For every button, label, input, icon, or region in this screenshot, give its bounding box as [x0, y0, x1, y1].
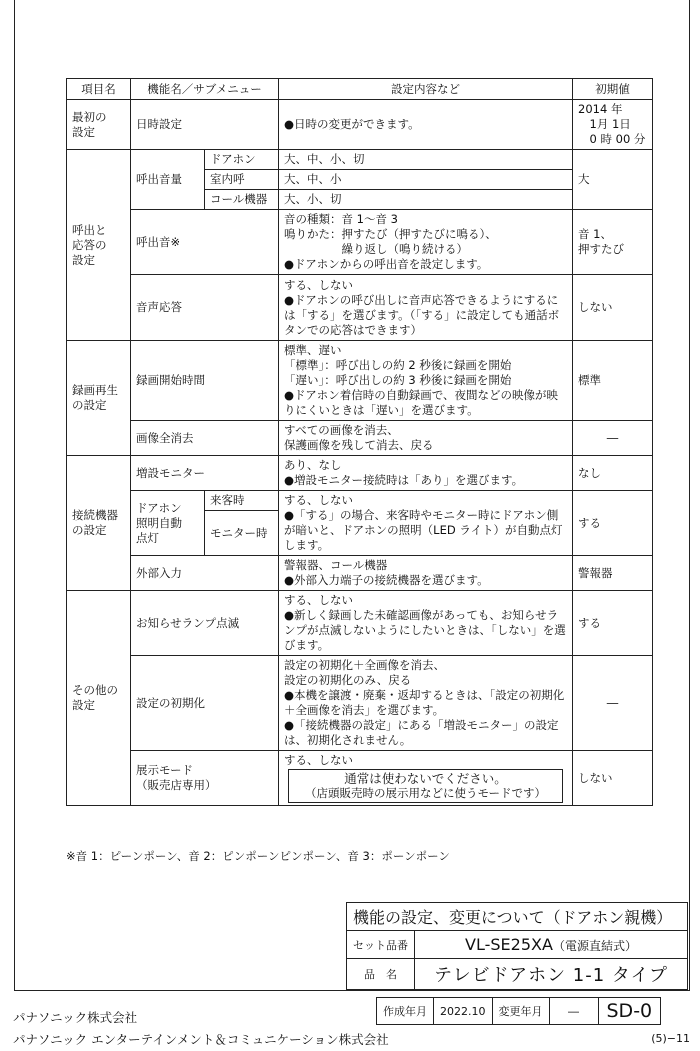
auto-light-sub-visitor: 来客時	[205, 491, 279, 511]
changed-label: 変更年月	[492, 998, 549, 1025]
external-input-default: 警報器	[573, 556, 653, 591]
volume-sub-intercom: 室内呼	[205, 170, 279, 190]
page-number: (5)−11	[651, 1032, 690, 1045]
revision-block	[376, 997, 661, 1025]
table-row	[67, 656, 653, 751]
group-other: その他の 設定	[67, 591, 131, 806]
group-record: 録画再生 の設定	[67, 341, 131, 456]
record-start-label: 録画開始時間	[131, 341, 279, 421]
header-default: 初期値	[573, 79, 653, 100]
call-tone-content: 音の種類：音 1～音 3 鳴りかた：押すたび（押すたびに鳴る）、 繰り返し（鳴り続ける） ●ドアホンからの呼出音を設定します。	[279, 210, 573, 275]
call-volume-label: 呼出音量	[131, 150, 205, 210]
extra-monitor-default: なし	[573, 456, 653, 491]
erase-all-label: 画像全消去	[131, 421, 279, 456]
lamp-blink-label: お知らせランプ点滅	[131, 591, 279, 656]
erase-all-content: すべての画像を消去、 保護画像を残して消去、戻る	[279, 421, 573, 456]
volume-content-doorphone: 大、中、小、切	[279, 150, 573, 170]
call-tone-default: 音 1、 押すたび	[573, 210, 653, 275]
created-label: 作成年月	[377, 998, 434, 1025]
set-number-label: セット品番	[347, 931, 415, 959]
table-row	[67, 150, 653, 170]
product-name-value: テレビドアホン 1-1 タイプ	[415, 959, 688, 990]
table-row	[67, 591, 653, 656]
set-number-cell	[415, 931, 688, 959]
table-row	[67, 556, 653, 591]
lamp-blink-content: する、しない ●新しく録画した未確認画像があっても、お知らせランプが点滅しないようにしたいときは、「しない」を選びます。	[279, 591, 573, 656]
set-number-note: （電源直結式）	[552, 939, 637, 953]
demo-mode-notice	[288, 769, 563, 803]
record-start-default: 標準	[573, 341, 653, 421]
demo-notice-line1: 通常は使わないでください。	[344, 771, 507, 786]
voice-response-content: する、しない ●ドアホンの呼び出しに音声応答できるようにするには「する」を選びます。（「する」に設定しても通話ボタンでの応答はできます）	[279, 275, 573, 341]
volume-content-call-device: 大、小、切	[279, 190, 573, 210]
external-input-content: 警報器、コール機器 ●外部入力端子の接続機器を選びます。	[279, 556, 573, 591]
table-row	[67, 100, 653, 150]
header-content: 設定内容など	[279, 79, 573, 100]
table-row	[67, 341, 653, 421]
product-name-label: 品 名	[347, 959, 415, 990]
erase-all-default: ―	[573, 421, 653, 456]
reset-settings-content: 設定の初期化＋全画像を消去、 設定の初期化のみ、戻る ●本機を譲渡・廃棄・返却するときは、「設定の初期化＋全画像を消去」を選びます。 ●「接続機器の設定」にある「増設モニター」の設定は、初期化されません。	[279, 656, 573, 751]
group-initial: 最初の 設定	[67, 100, 131, 150]
changed-value: ―	[549, 998, 598, 1025]
record-start-content: 標準、遅い 「標準」：呼び出しの約 2 秒後に録画を開始 「遅い」：呼び出しの約 3 秒後に録画を開始 ●ドアホン着信時の自動録画で、夜間などの映像が映りにくいときは「遅い」を選びます。	[279, 341, 573, 421]
auto-light-label: ドアホン 照明自動 点灯	[131, 491, 205, 556]
company-name-1: パナソニック株式会社	[13, 1010, 138, 1025]
doc-code: SD-0	[598, 998, 661, 1025]
created-value: 2022.10	[434, 998, 493, 1025]
date-setting-label: 日時設定	[131, 100, 279, 150]
company-name-2: パナソニック エンターテインメント＆コミュニケーション株式会社	[13, 1032, 389, 1047]
auto-light-sub-monitor: モニター時	[205, 511, 279, 556]
extra-monitor-content: あり、なし ●増設モニター接続時は「あり」を選びます。	[279, 456, 573, 491]
auto-light-content: する、しない ●「する」の場合、来客時やモニター時にドアホン側が暗いと、ドアホンの照明（LED ライト）が自動点灯します。	[279, 491, 573, 556]
date-setting-content: ●日時の変更ができます。	[279, 100, 573, 150]
doc-title: 機能の設定、変更について（ドアホン親機）	[347, 903, 688, 931]
set-number-value: VL-SE25XA	[465, 935, 553, 954]
voice-response-label: 音声応答	[131, 275, 279, 341]
reset-settings-default: ―	[573, 656, 653, 751]
call-tone-label: 呼出音※	[131, 210, 279, 275]
title-block	[346, 902, 688, 990]
demo-mode-cell	[279, 751, 573, 806]
table-row	[67, 751, 653, 806]
reset-settings-label: 設定の初期化	[131, 656, 279, 751]
date-setting-default: 2014 年 1月 1日 0 時 00 分	[573, 100, 653, 150]
demo-mode-default: しない	[573, 751, 653, 806]
call-volume-default: 大	[573, 150, 653, 210]
volume-sub-doorphone: ドアホン	[205, 150, 279, 170]
table-row	[67, 210, 653, 275]
tone-footnote: ※音 1：ピーンポーン、音 2：ピンポーンピンポーン、音 3：ポーンポーン	[66, 849, 450, 863]
table-header-row	[67, 79, 653, 100]
table-row	[67, 456, 653, 491]
demo-notice-line2: （店頭販売時の展示用などに使うモードです）	[304, 786, 547, 800]
table-row	[67, 275, 653, 341]
demo-mode-label: 展示モード （販売店専用）	[131, 751, 279, 806]
group-call: 呼出と 応答の 設定	[67, 150, 131, 341]
table-row	[67, 421, 653, 456]
header-function: 機能名／サブメニュー	[131, 79, 279, 100]
header-item: 項目名	[67, 79, 131, 100]
demo-mode-content: する、しない	[284, 753, 354, 767]
volume-content-intercom: 大、中、小	[279, 170, 573, 190]
group-connect: 接続機器 の設定	[67, 456, 131, 591]
settings-table	[66, 78, 653, 806]
table-row	[67, 491, 653, 511]
volume-sub-call-device: コール機器	[205, 190, 279, 210]
extra-monitor-label: 増設モニター	[131, 456, 279, 491]
auto-light-default: する	[573, 491, 653, 556]
external-input-label: 外部入力	[131, 556, 279, 591]
lamp-blink-default: する	[573, 591, 653, 656]
voice-response-default: しない	[573, 275, 653, 341]
